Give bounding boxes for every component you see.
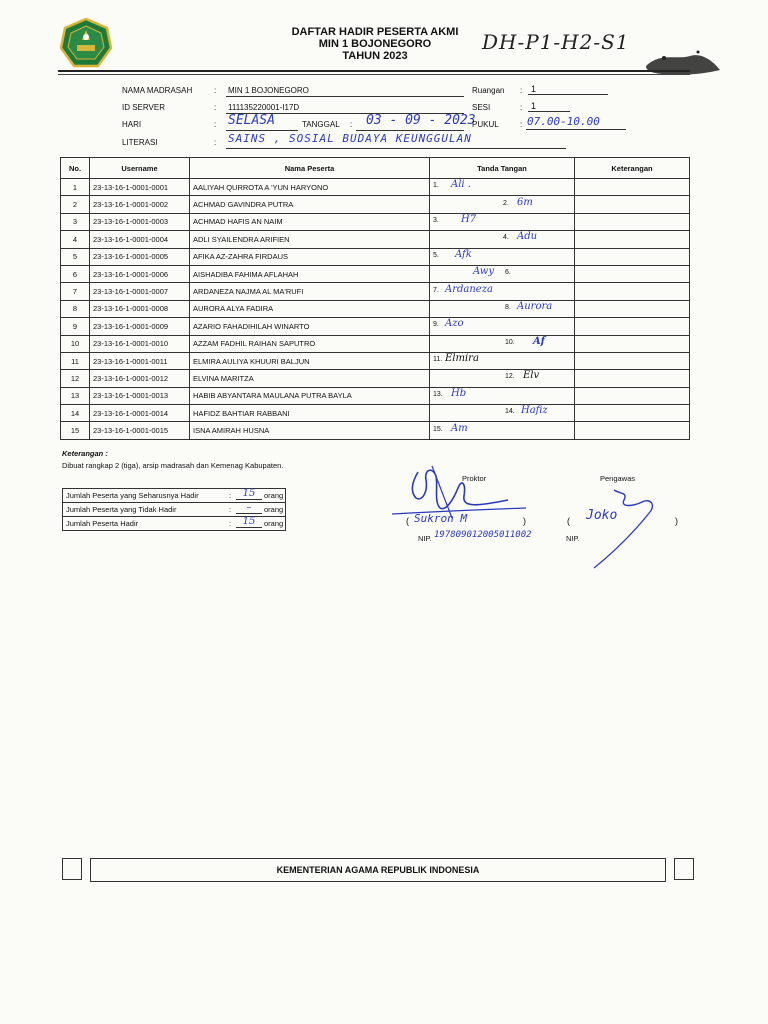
handwritten-signature: Ali . <box>451 179 471 191</box>
row-username: 23-13-16-1-0001-0010 <box>90 335 190 352</box>
tanggal-line <box>356 130 464 131</box>
handwritten-signature: Aurora <box>517 300 553 312</box>
summary-row-tidak-hadir <box>63 503 285 517</box>
row-signature-cell <box>430 265 575 282</box>
pukul-label: PUKUL <box>472 120 499 129</box>
colon: : <box>520 103 523 112</box>
row-signature-cell <box>430 300 575 317</box>
row-username: 23-13-16-1-0001-0005 <box>90 248 190 265</box>
literasi-value: SAINS , SOSIAL BUDAYA KEUNGGULAN <box>228 132 472 145</box>
col-header-username: Username <box>90 158 190 179</box>
proktor-name: Sukron M <box>414 512 467 525</box>
row-no: 11 <box>61 352 90 369</box>
row-keterangan <box>575 196 690 213</box>
row-nama: AISHADIBA FAHIMA AFLAHAH <box>190 265 430 282</box>
attendance-summary <box>62 488 286 531</box>
madrasah-line <box>226 96 464 97</box>
ruangan-value: 1 <box>531 84 537 94</box>
row-nama: ACHMAD GAVINDRA PUTRA <box>190 196 430 213</box>
footer-ministry-box <box>90 858 666 882</box>
hari-label: HARI <box>122 120 142 129</box>
header-rule <box>58 70 690 72</box>
table-row <box>61 300 690 317</box>
signature-number: 4. <box>503 234 509 242</box>
summary-unit: orang <box>264 491 284 500</box>
hari-line <box>226 130 298 131</box>
summary-label: Jumlah Peserta Hadir <box>66 519 139 528</box>
row-keterangan <box>575 352 690 369</box>
row-username: 23-13-16-1-0001-0007 <box>90 283 190 300</box>
summary-label: Jumlah Peserta yang Tidak Hadir <box>66 505 177 514</box>
row-nama: HABIB ABYANTARA MAULANA PUTRA BAYLA <box>190 387 430 404</box>
colon: : <box>350 120 353 129</box>
row-username: 23-13-16-1-0001-0013 <box>90 387 190 404</box>
summary-row-hadir <box>63 517 285 530</box>
summary-unit: orang <box>264 519 284 528</box>
handwritten-signature: Elmira <box>445 353 479 365</box>
server-value: 111135220001-I17D <box>228 103 300 112</box>
row-nama: ELVINA MARITZA <box>190 370 430 387</box>
col-header-keterangan: Keterangan <box>575 158 690 179</box>
pengawas-label: Pengawas <box>600 474 636 483</box>
signature-number: 10. <box>505 338 515 346</box>
colon: : <box>229 505 232 514</box>
sesi-line <box>528 111 570 112</box>
signature-number: 15. <box>433 425 443 433</box>
summary-value: – <box>236 502 262 514</box>
handwritten-document-code: DH-P1-H2-S1 <box>482 30 630 54</box>
pukul-value: 07.00-10.00 <box>527 115 600 128</box>
row-no: 5 <box>61 248 90 265</box>
row-no: 9 <box>61 318 90 335</box>
row-keterangan <box>575 300 690 317</box>
row-signature-cell <box>430 422 575 439</box>
col-header-no: No. <box>61 158 90 179</box>
ink-blot <box>642 44 722 78</box>
title-line-2: MIN 1 BOJONEGORO <box>318 38 432 50</box>
row-no: 3 <box>61 213 90 230</box>
row-signature-cell <box>430 179 575 196</box>
keterangan-text: Dibuat rangkap 2 (tiga), arsip madrasah dan Kemenag Kabupaten. <box>62 461 284 470</box>
row-no: 2 <box>61 196 90 213</box>
table-row <box>61 231 690 248</box>
table-row <box>61 387 690 404</box>
handwritten-signature: Hafiz <box>521 405 548 417</box>
handwritten-signature: Azo <box>445 318 464 330</box>
row-no: 4 <box>61 231 90 248</box>
row-nama: ARDANEZA NAJMA AL MA'RUFI <box>190 283 430 300</box>
handwritten-signature: 6m <box>517 196 533 208</box>
row-keterangan <box>575 265 690 282</box>
signature-number: 3. <box>433 216 439 224</box>
row-nama: ACHMAD HAFIS AN NAIM <box>190 213 430 230</box>
row-username: 23-13-16-1-0001-0008 <box>90 300 190 317</box>
hari-value: SELASA <box>228 113 275 128</box>
header-rule-thin <box>58 74 690 75</box>
ruangan-label: Ruangan <box>472 86 505 95</box>
row-username: 23-13-16-1-0001-0001 <box>90 179 190 196</box>
summary-value: 15 <box>236 488 262 500</box>
row-nama: AALIYAH QURROTA A 'YUN HARYONO <box>190 179 430 196</box>
table-row <box>61 179 690 196</box>
tanggal-value: 03 - 09 - 2023 <box>366 113 476 128</box>
row-username: 23-13-16-1-0001-0011 <box>90 352 190 369</box>
summary-label: Jumlah Peserta yang Seharusnya Hadir <box>66 491 199 500</box>
table-header-row <box>61 158 690 179</box>
signature-number: 6. <box>505 269 511 277</box>
footer-checkbox-left <box>62 858 82 880</box>
keterangan-title: Keterangan : <box>62 449 108 458</box>
row-keterangan <box>575 318 690 335</box>
handwritten-signature: Am <box>451 422 468 434</box>
signature-number: 5. <box>433 251 439 259</box>
signature-number: 14. <box>505 408 515 416</box>
row-signature-cell <box>430 335 575 352</box>
table-row <box>61 248 690 265</box>
row-no: 10 <box>61 335 90 352</box>
row-signature-cell <box>430 387 575 404</box>
signature-number: 1. <box>433 182 439 190</box>
row-keterangan <box>575 370 690 387</box>
paren-close: ) <box>675 516 678 526</box>
proktor-nip: 197809012005011002 <box>434 530 532 540</box>
row-keterangan <box>575 405 690 422</box>
handwritten-signature: Afk <box>455 248 472 260</box>
paren-open: ( <box>406 516 409 526</box>
row-nama: HAFIDZ BAHTIAR RABBANI <box>190 405 430 422</box>
summary-row-seharusnya <box>63 489 285 503</box>
signature-number: 8. <box>505 303 511 311</box>
row-no: 15 <box>61 422 90 439</box>
colon: : <box>520 86 523 95</box>
literasi-line <box>226 148 566 149</box>
handwritten-signature: Elv <box>523 370 540 382</box>
paren-open: ( <box>567 516 570 526</box>
colon: : <box>229 491 232 500</box>
proktor-label: Proktor <box>462 474 487 483</box>
row-username: 23-13-16-1-0001-0015 <box>90 422 190 439</box>
row-no: 8 <box>61 300 90 317</box>
handwritten-signature: H7 <box>461 213 477 225</box>
colon: : <box>520 120 523 129</box>
handwritten-signature: Awy <box>473 266 494 278</box>
row-nama: AZZAM FADHIL RAIHAN SAPUTRO <box>190 335 430 352</box>
row-keterangan <box>575 422 690 439</box>
row-no: 12 <box>61 370 90 387</box>
row-nama: AZARIO FAHADIHILAH WINARTO <box>190 318 430 335</box>
server-label: ID SERVER <box>122 103 165 112</box>
footer-checkbox-right <box>674 858 694 880</box>
summary-unit: orang <box>264 505 284 514</box>
signature-number: 12. <box>505 373 515 381</box>
literasi-label: LITERASI <box>122 138 158 147</box>
signature-number: 2. <box>503 199 509 207</box>
pengawas-signature <box>584 482 674 572</box>
table-row <box>61 196 690 213</box>
attendance-table <box>60 157 690 440</box>
row-keterangan <box>575 179 690 196</box>
sesi-value: 1 <box>531 101 537 111</box>
row-username: 23-13-16-1-0001-0002 <box>90 196 190 213</box>
madrasah-label: NAMA MADRASAH <box>122 86 193 95</box>
colon: : <box>229 519 232 528</box>
row-username: 23-13-16-1-0001-0003 <box>90 213 190 230</box>
row-no: 1 <box>61 179 90 196</box>
colon: : <box>214 120 217 129</box>
row-no: 6 <box>61 265 90 282</box>
pengawas-name: Joko <box>586 508 618 523</box>
row-signature-cell <box>430 283 575 300</box>
colon: : <box>214 103 217 112</box>
signature-number: 7. <box>433 286 439 294</box>
colon: : <box>214 138 217 147</box>
table-row <box>61 370 690 387</box>
row-signature-cell <box>430 231 575 248</box>
row-signature-cell <box>430 213 575 230</box>
ministry-name: KEMENTERIAN AGAMA REPUBLIK INDONESIA <box>276 865 480 875</box>
row-username: 23-13-16-1-0001-0004 <box>90 231 190 248</box>
title-line-1: DAFTAR HADIR PESERTA AKMI <box>291 26 459 38</box>
table-row <box>61 352 690 369</box>
row-signature-cell <box>430 352 575 369</box>
ruangan-line <box>528 94 608 95</box>
handwritten-signature: Hb <box>451 387 467 399</box>
row-no: 7 <box>61 283 90 300</box>
pukul-line <box>526 129 626 130</box>
row-nama: ADLI SYAILENDRA ARIFIEN <box>190 231 430 248</box>
handwritten-signature: Af <box>533 335 545 347</box>
madrasah-value: MIN 1 BOJONEGORO <box>228 86 309 95</box>
signature-number: 9. <box>433 321 439 329</box>
title-line-3: TAHUN 2023 <box>342 50 408 62</box>
row-nama: ELMIRA AULIYA KHUURI BALJUN <box>190 352 430 369</box>
row-no: 14 <box>61 405 90 422</box>
table-body <box>61 179 690 440</box>
row-signature-cell <box>430 248 575 265</box>
table-row <box>61 405 690 422</box>
col-header-tanda-tangan: Tanda Tangan <box>430 158 575 179</box>
row-nama: ISNA AMIRAH HUSNA <box>190 422 430 439</box>
row-keterangan <box>575 387 690 404</box>
signature-number: 13. <box>433 390 443 398</box>
signature-number: 11. <box>433 356 443 364</box>
col-header-nama: Nama Peserta <box>190 158 430 179</box>
row-no: 13 <box>61 387 90 404</box>
table-row <box>61 422 690 439</box>
kemenag-logo <box>60 18 112 70</box>
colon: : <box>214 86 217 95</box>
row-signature-cell <box>430 370 575 387</box>
pengawas-nip-label: NIP. <box>566 534 580 543</box>
table-row <box>61 318 690 335</box>
row-keterangan <box>575 283 690 300</box>
row-nama: AFIKA AZ-ZAHRA FIRDAUS <box>190 248 430 265</box>
row-keterangan <box>575 248 690 265</box>
table-row <box>61 265 690 282</box>
handwritten-signature: Ardaneza <box>445 283 493 295</box>
proktor-nip-label: NIP. <box>418 534 432 543</box>
row-keterangan <box>575 213 690 230</box>
row-signature-cell <box>430 318 575 335</box>
table-row <box>61 283 690 300</box>
tanggal-label: TANGGAL <box>302 120 340 129</box>
table-row <box>61 213 690 230</box>
row-username: 23-13-16-1-0001-0006 <box>90 265 190 282</box>
row-signature-cell <box>430 405 575 422</box>
row-keterangan <box>575 231 690 248</box>
table-row <box>61 335 690 352</box>
row-username: 23-13-16-1-0001-0009 <box>90 318 190 335</box>
summary-value: 15 <box>236 516 262 528</box>
row-username: 23-13-16-1-0001-0014 <box>90 405 190 422</box>
handwritten-signature: Adu <box>517 231 538 243</box>
row-username: 23-13-16-1-0001-0012 <box>90 370 190 387</box>
sesi-label: SESI <box>472 103 491 112</box>
row-nama: AURORA ALYA FADIRA <box>190 300 430 317</box>
paren-close: ) <box>523 516 526 526</box>
row-keterangan <box>575 335 690 352</box>
row-signature-cell <box>430 196 575 213</box>
